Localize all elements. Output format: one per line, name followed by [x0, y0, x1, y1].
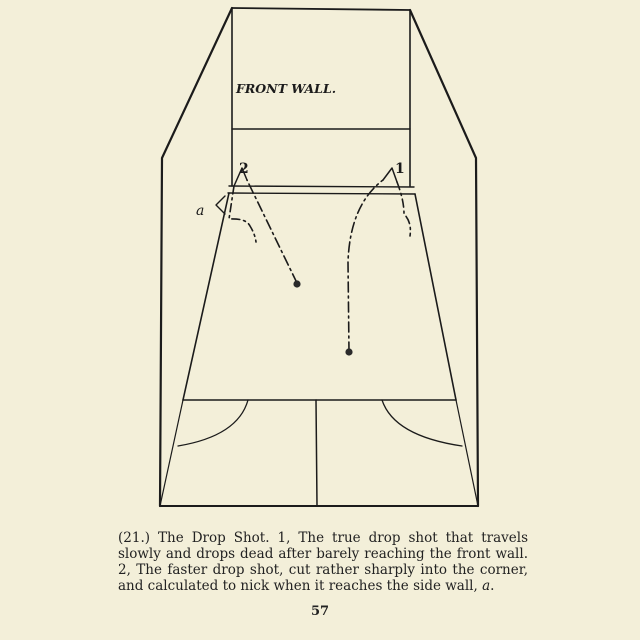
shot-1-path: [348, 180, 383, 352]
floor-right-lower-edge: [456, 400, 478, 506]
figure-number: (21.): [118, 529, 151, 546]
front-wall-label: FRONT WALL.: [236, 81, 337, 96]
shot-2-ball: [293, 280, 300, 287]
right-side-wall-line: [410, 10, 478, 506]
shot-1-rebound: [397, 182, 410, 236]
left-service-box-arc: [178, 400, 248, 446]
figure-caption: [118, 530, 528, 594]
right-service-box-arc: [382, 400, 462, 446]
shot-1-label: 1: [395, 161, 405, 177]
shot-2-path: [247, 180, 297, 283]
tin-line-upper: [229, 186, 414, 187]
floor-left-lower-edge: [160, 400, 183, 506]
side-wall-reference: a: [482, 577, 491, 594]
shot-2-label: 2: [239, 161, 249, 177]
shot-1-ball: [345, 348, 352, 355]
floor-left-edge: [183, 193, 229, 400]
front-wall-top-line: [232, 8, 410, 10]
figure-title: The Drop Shot.: [158, 529, 270, 546]
shot-2-rebound: [229, 186, 256, 242]
half-court-line: [316, 400, 317, 506]
side-wall-label: a: [196, 203, 205, 219]
tin-line-lower: [228, 193, 415, 194]
floor-right-edge: [415, 194, 456, 400]
page-number: 57: [310, 604, 330, 619]
caption-end: .: [490, 577, 495, 594]
shot-paths: [216, 168, 410, 356]
left-side-wall-line: [160, 8, 232, 506]
figure-description: 1, The true drop shot that travels slowly and drops dead after barely reaching the front wall. 2, The faster drop shot, cut rather sharply into the corner, and calculated to nick when it reaches the side wall,: [118, 529, 528, 594]
side-wall-bracket: [216, 196, 225, 214]
